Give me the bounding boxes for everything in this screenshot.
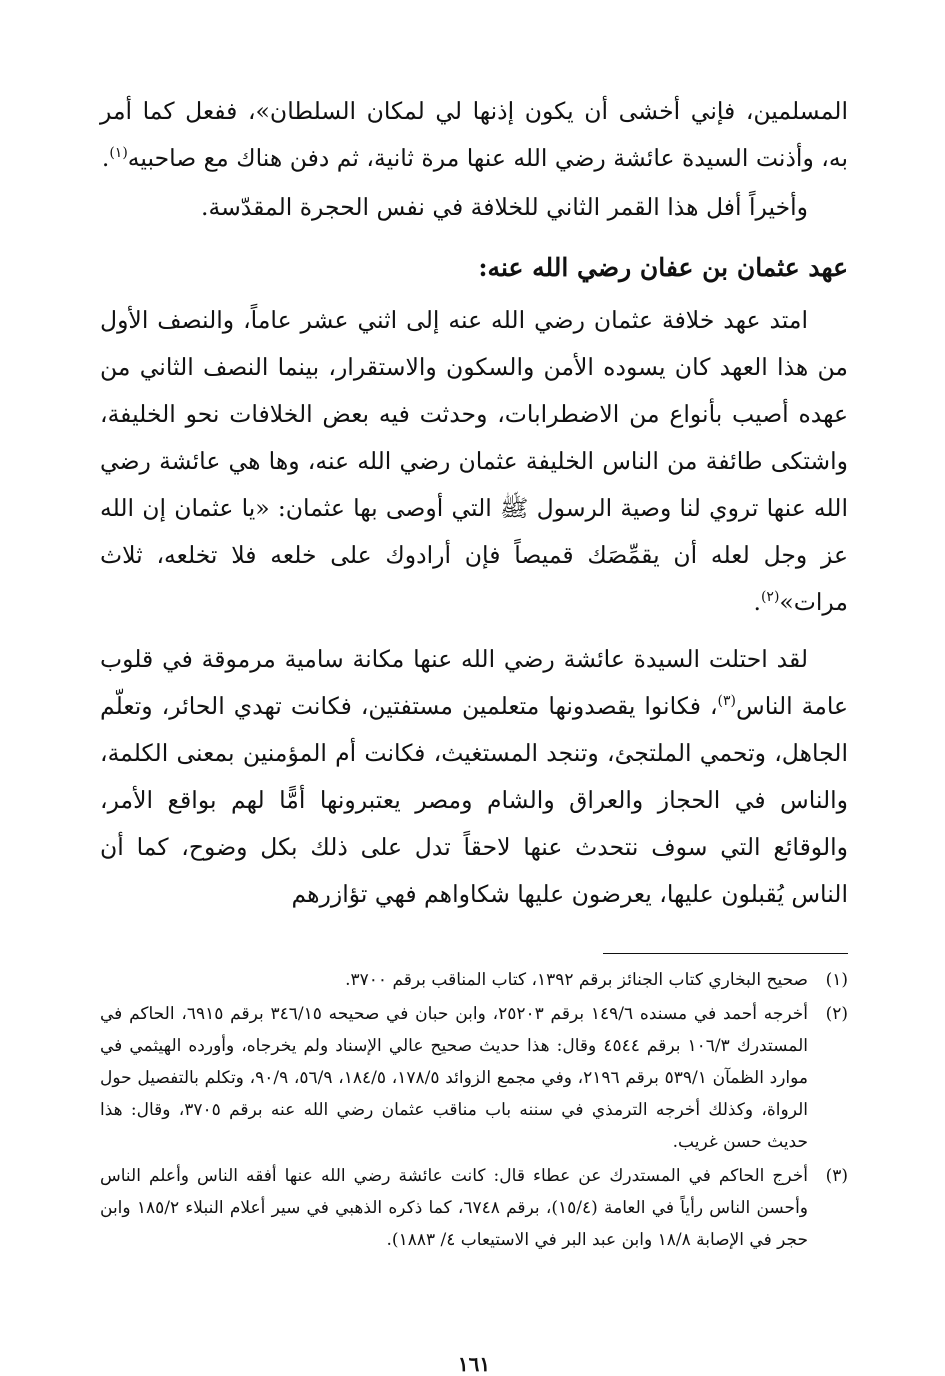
main-text: [100, 88, 848, 918]
footnote-2: [100, 998, 848, 1158]
section-heading: عهد عثمان بن عفان رضي الله عنه:: [478, 253, 848, 282]
page-number: ١٦١: [457, 1352, 491, 1376]
paragraph-3: [100, 297, 848, 626]
paragraph-1-end: .: [101, 144, 110, 172]
paragraph-4: [100, 636, 848, 918]
book-page: [100, 88, 849, 1376]
footnote-text: صحيح البخاري كتاب الجنائز برقم ١٣٩٢، كتاب المناقب برقم ٣٧٠٠.: [345, 970, 808, 990]
paragraph-1: [100, 88, 848, 182]
footnote-ref-2[interactable]: (٢): [760, 589, 780, 606]
footnote-text: أخرج الحاكم في المستدرك عن عطاء قال: كانت عائشة رضي الله عنها أفقه الناس وأعلم الناس وأحسن الناس رأياً في العامة (١٥/٤)، برقم ٦٧٤٨، كما ذكره الذهبي في سير أعلام النبلاء ١٨٥/٢ وابن حجر في الإصابة ١٨/٨ وابن عبد البر في الاستيعاب ٤/ ١٨٨٣).: [100, 1166, 808, 1250]
footnote-ref-3[interactable]: (٣): [717, 693, 737, 710]
footnote-text: أخرجه أحمد في مسنده ١٤٩/٦ برقم ٢٥٢٠٣، وابن حبان في صحيحه ٣٤٦/١٥ برقم ٦٩١٥، الحاكم في المستدرك ١٠٦/٣ برقم ٤٥٤٤ وقال: هذا حديث صحيح عالي الإسناد ولم يخرجاه، وأورده الهيثمي في موارد الظمآن ٥٣٩/١ برقم ٢١٩٦، وفي مجمع الزوائد ١٧٨/٥، ١٨٤/٥، ٥٦/٩، ٩٠/٩، وتكلم بالتفصيل حول الرواة، وكذلك أخرجه الترمذي في سننه باب مناقب عثمان رضي الله عنه برقم ٣٧٠٥، وقال: هذا حديث حسن غريب.: [100, 1004, 809, 1152]
paragraph-2: وأخيراً أفل هذا القمر الثاني للخلافة في نفس الحجرة المقدّسة.: [201, 193, 808, 221]
footnotes: [100, 964, 848, 1258]
footnote-separator: [603, 953, 848, 954]
paragraph-4-text-a: لقد احتلت السيدة عائشة رضي الله عنها مكانة سامية مرموقة في قلوب عامة الناس: [100, 645, 849, 720]
footnote-number: (٣): [825, 1166, 848, 1186]
footnote-3: [100, 1160, 848, 1256]
footnote-number: (٢): [825, 1004, 848, 1024]
paragraph-1-text: المسلمين، فإني أخشى أن يكون إذنها لي لمكان السلطان»، ففعل كما أمر به، وأذنت السيدة عائشة رضي الله عنها مرة ثانية، ثم دفن هناك مع صاحبيه: [100, 97, 848, 172]
footnote-1: [100, 964, 848, 996]
paragraph-4-text-b: ، فكانوا يقصدونها متعلمين مستفتين، فكانت تهدي الحائر، وتعلّم الجاهل، وتحمي الملتجئ، وتنجد المستغيث، فكانت أم المؤمنين بمعنى الكلمة، والناس في الحجاز والعراق والشام ومصر يعتبرونها أمًّا لهم بواقع الأمر، والوقائع التي سوف نتحدث عنها لاحقاً تدل على ذلك بكل وضوح، كما أن الناس يُقبلون عليها، يعرضون عليها شكاواهم فهي تؤازرهم: [100, 692, 848, 908]
paragraph-3-text: امتد عهد خلافة عثمان رضي الله عنه إلى اثني عشر عاماً، والنصف الأول من هذا العهد كان يسوده الأمن والسكون والاستقرار، بينما النصف الثاني من عهده أصيب بأنواع من الاضطرابات، وحدثت فيه بعض الخلافات نحو الخليفة، واشتكى طائفة من الناس الخليفة عثمان رضي الله عنه، وها هي عائشة رضي الله عنها تروي لنا وصية الرسول ﷺ التي أوصى بها عثمان: «يا عثمان إن الله عز وجل لعله أن يقمِّصَك قميصاً فإن أرادوك على خلعه فلا تخلعه، ثلاث مرات»: [100, 306, 848, 616]
footnote-ref-1[interactable]: (١): [109, 145, 128, 162]
footnote-number: (١): [825, 970, 848, 990]
paragraph-3-end: .: [753, 588, 761, 616]
